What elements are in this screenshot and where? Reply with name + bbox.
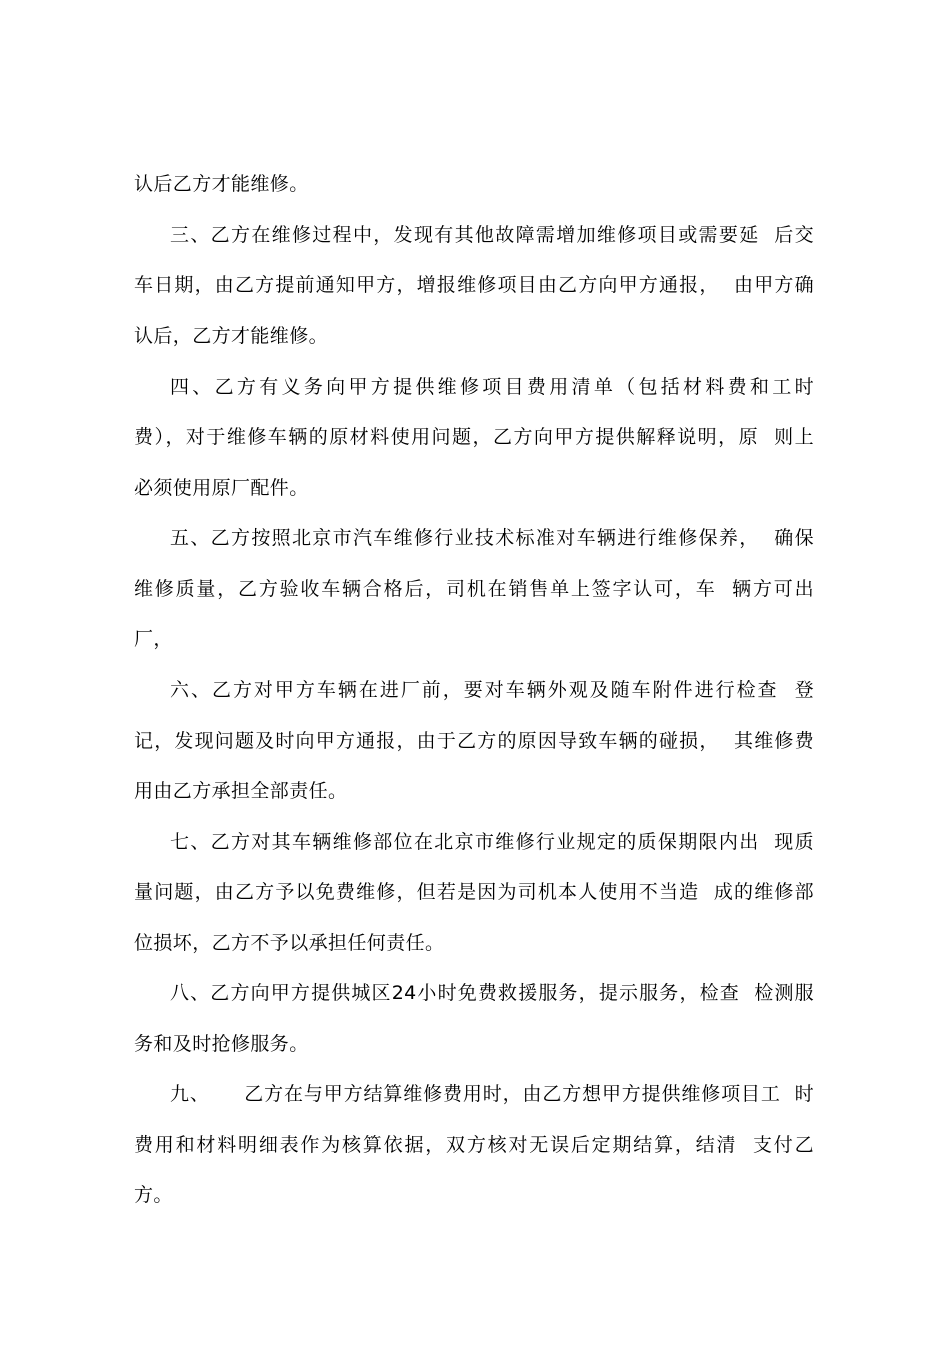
text-line: 必须使用原厂配件。	[134, 477, 309, 499]
text-line: 务和及时抢修服务。	[134, 1033, 309, 1055]
text-line: 用由乙方承担全部责任。	[134, 780, 348, 802]
text-line: 三、乙方在维修过程中，发现有其他故障需增加维修项目或需要延 后交	[170, 224, 814, 246]
text-line: 八、乙方向甲方提供城区24小时免费救援服务，提示服务，检查 检测服	[170, 982, 814, 1004]
text-line: 六、乙方对甲方车辆在进厂前，要对车辆外观及随车附件进行检查 登	[170, 679, 814, 701]
text-line: 七、乙方对其车辆维修部位在北京市维修行业规定的质保期限内出 现质	[170, 831, 814, 853]
text-line: 量问题，由乙方予以免费维修，但若是因为司机本人使用不当造 成的维修部	[134, 881, 814, 903]
text-line: 记，发现问题及时向甲方通报，由于乙方的原因导致车辆的碰损， 其维修费	[134, 730, 814, 752]
text-line: 认后乙方才能维修。	[134, 173, 309, 195]
text-line: 四、乙方有义务向甲方提供维修项目费用清单（包括材料费和工时	[170, 376, 814, 398]
text-line: 五、乙方按照北京市汽车维修行业技术标准对车辆进行维修保养， 确保	[170, 527, 814, 549]
text-line: 费用和材料明细表作为核算依据，双方核对无误后定期结算，结清 支付乙	[134, 1134, 814, 1156]
text-line: 位损坏，乙方不予以承担任何责任。	[134, 932, 445, 954]
text-line: 车日期，由乙方提前通知甲方，增报维修项目由乙方向甲方通报， 由甲方确	[134, 274, 814, 296]
text-line: 维修质量，乙方验收车辆合格后，司机在销售单上签字认可，车 辆方可出	[134, 578, 814, 600]
text-line: 费），对于维修车辆的原材料使用问题，乙方向甲方提供解释说明，原 则上	[134, 426, 814, 448]
text-line: 厂，	[134, 628, 173, 650]
text-line: 方。	[134, 1184, 173, 1206]
text-line: 九、 乙方在与甲方结算维修费用时，由乙方想甲方提供维修项目工 时	[170, 1083, 814, 1105]
text-line: 认后，乙方才能维修。	[134, 325, 329, 347]
